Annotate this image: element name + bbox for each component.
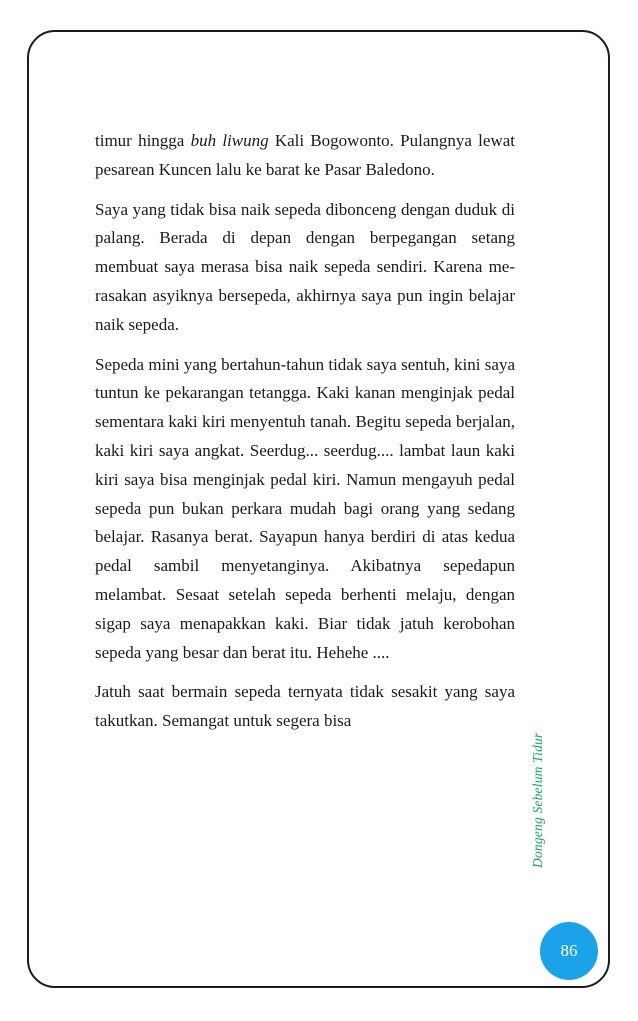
page-number: 86 — [560, 941, 578, 960]
paragraph-2: Saya yang tidak bisa naik sepeda dibonceng dengan duduk di palang. Berada di depan dengan berpegangan setang membuat saya merasa bisa naik sepeda sendiri. Karena me-rasakan asyiknya bersepeda, akhirnya saya pun ingin belajar naik sepeda. — [95, 199, 515, 334]
book-side-title: Dongeng Sebelum Tidur — [530, 732, 545, 868]
paragraph-1-text-start: timur hingga — [95, 131, 191, 150]
paragraph-1-text-end: Kali Bogowonto. Pulangnya lewat pesarean Kuncen lalu ke barat ke Pasar Baledono. — [95, 131, 515, 179]
paragraph-1 — [95, 127, 515, 185]
page-number-badge — [540, 922, 598, 980]
paragraph-3: Sepeda mini yang bertahun-tahun tidak saya sentuh, kini saya tuntun ke pekarangan tetangga. Kaki kanan menginjak pedal sementara kaki kiri menyentuh tanah. Begitu sepeda berjalan, kaki kiri saya angkat. Seerdug... seerdug.... lambat laun kaki kiri saya bisa menginjak pedal kiri. Namun mengayuh pedal sepeda pun bukan perkara mudah bagi orang yang sedang belajar. Rasanya berat. Sayapun hanya berdiri di atas kedua pedal sambil menyetanginya. Akibatnya sepedapun melambat. Sesaat setelah sepeda berhenti melaju, dengan sigap saya menapakkan kaki. Biar tidak jatuh kerobohan sepeda yang besar dan berat itu. Hehehe .... — [95, 354, 515, 662]
paragraph-4: Jatuh saat bermain sepeda ternyata tidak sesakit yang saya takutkan. Semangat untuk segera bisa — [95, 682, 515, 731]
paragraph-1-italic-term: buh liwung — [190, 131, 269, 150]
body-text — [95, 127, 515, 747]
